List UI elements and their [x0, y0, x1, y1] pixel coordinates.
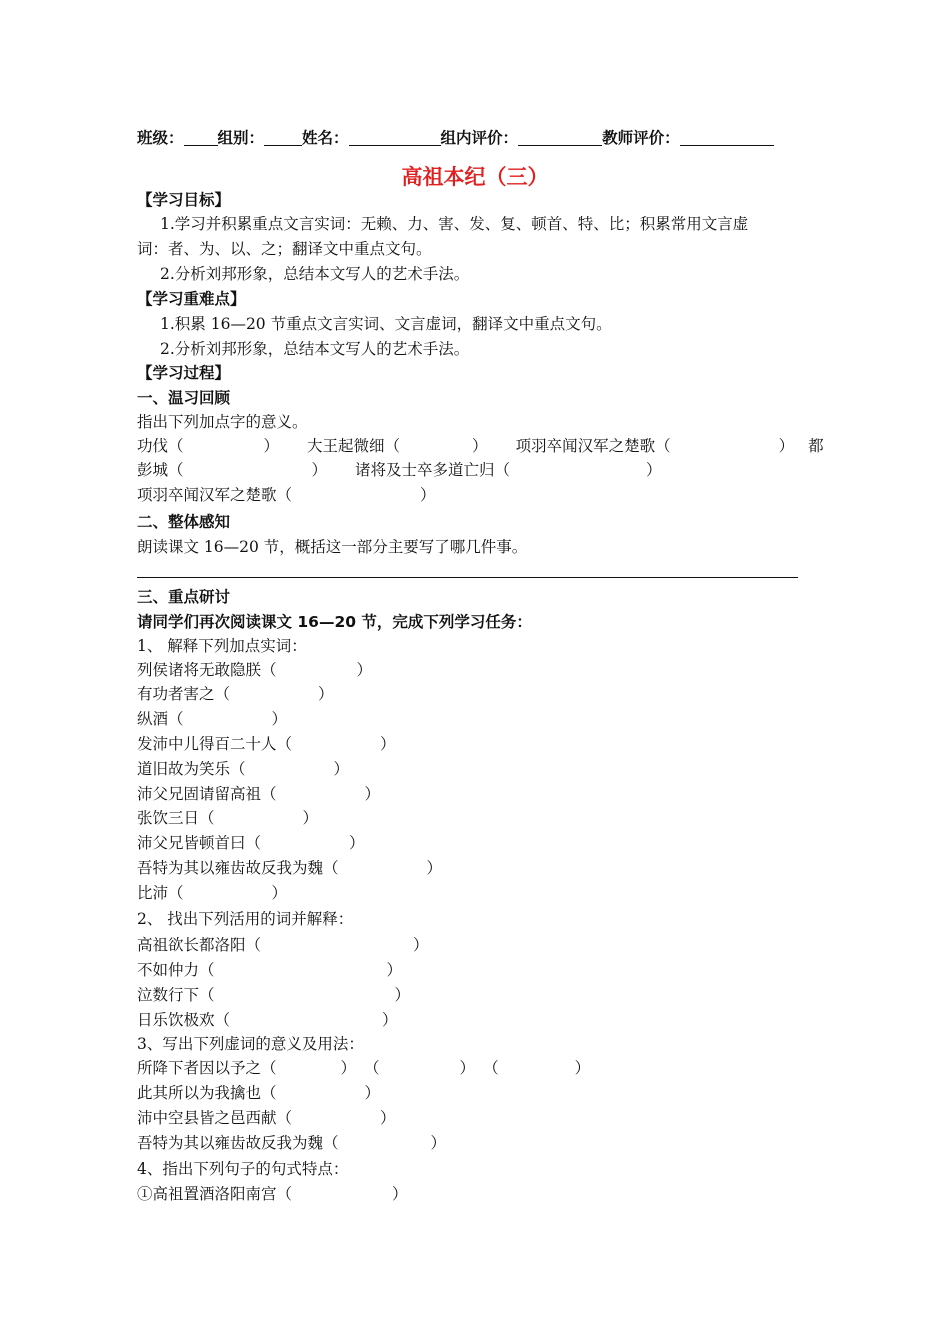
text-segment: ）	[778, 437, 795, 455]
text-segment: 吾特为其以雍齿故反我为魏（	[137, 1134, 339, 1152]
group-eval-label: 组内评价：	[440, 129, 519, 147]
text-segment: ）	[380, 735, 396, 753]
text-segment: 沛中空县皆之邑西献（	[137, 1109, 293, 1127]
text-segment: ）	[364, 785, 381, 803]
q1-item	[137, 808, 318, 830]
objectives-heading: 【学习目标】	[137, 191, 231, 209]
text-segment: ）	[302, 809, 319, 827]
text-segment: （	[483, 1059, 499, 1077]
process-heading: 【学习过程】	[137, 364, 231, 382]
q2-heading: 2、 找出下列活用的词并解释：	[137, 910, 354, 928]
q3-item	[137, 1133, 446, 1155]
review-row-2	[137, 460, 662, 482]
text-segment: ）	[271, 884, 288, 902]
q3-item	[137, 1108, 396, 1130]
q2-item	[137, 960, 402, 982]
text-segment: 纵酒（	[137, 710, 184, 728]
text-segment: ）	[380, 1109, 396, 1127]
text-segment: 张饮三日（	[137, 809, 215, 827]
text-segment: ）	[263, 437, 280, 455]
study-heading: 三、重点研讨	[137, 588, 231, 606]
text-segment: ）	[340, 1059, 357, 1077]
q2-item	[137, 985, 410, 1007]
overall-instruction: 朗读课文 16—20 节，概括这一部分主要写了哪几件事。	[137, 538, 528, 556]
review-heading: 一、温习回顾	[137, 389, 231, 407]
text-segment: 道旧故为笑乐（	[137, 760, 246, 778]
text-segment: ）	[382, 1011, 398, 1029]
q1-item	[137, 684, 334, 706]
text-segment: 都	[808, 437, 824, 455]
text-segment: 不如仲力（	[137, 961, 215, 979]
q1-item	[137, 759, 349, 781]
review-item-qiweixi: 大王起微细（	[307, 437, 401, 455]
name-label: 姓名：	[302, 129, 349, 147]
text-segment: ）	[426, 859, 443, 877]
text-segment: 吾特为其以雍齿故反我为魏（	[137, 859, 339, 877]
q1-item	[137, 709, 287, 731]
class-label: 班级：	[137, 129, 184, 147]
review-item-chuge: 项羽卒闻汉军之楚歌（	[137, 486, 293, 504]
name-blank[interactable]	[349, 129, 441, 146]
text-segment: ）	[333, 760, 350, 778]
text-segment: ①高祖置酒洛阳南宫（	[137, 1185, 293, 1203]
group-label: 组别：	[217, 129, 265, 147]
header-fields	[137, 128, 774, 150]
text-segment: ）	[318, 685, 334, 703]
q1-item	[137, 734, 396, 756]
review-item-zuwen: 项羽卒闻汉军之楚歌（	[515, 437, 671, 455]
text-segment: 此其所以为我擒也（	[137, 1084, 277, 1102]
review-item-gongfa: 功伐（	[137, 437, 184, 455]
page-title: 高祖本纪（三）	[401, 165, 549, 189]
text-segment: ）	[574, 1059, 591, 1077]
key-point-2: 2.分析刘邦形象，总结本文写人的艺术手法。	[160, 340, 470, 358]
objective-1-line1: 1.学习并积累重点文言实词：无赖、力、害、发、复、顿首、特、比；积累常用文言虚	[160, 215, 749, 233]
review-item-pengcheng: 彭城（	[137, 461, 184, 479]
q4-item	[137, 1184, 408, 1206]
text-segment: ）	[386, 961, 403, 979]
text-segment: ）	[413, 936, 429, 954]
text-segment: ）	[430, 1134, 447, 1152]
answer-line[interactable]	[137, 577, 798, 578]
text-segment: ）	[364, 1084, 381, 1102]
text-segment: 泣数行下（	[137, 986, 215, 1004]
overall-heading: 二、整体感知	[137, 513, 231, 531]
q3-item	[137, 1083, 380, 1105]
q1-heading: 1、 解释下列加点实词：	[137, 637, 307, 655]
text-segment: ）	[459, 1059, 476, 1077]
q3-heading: 3、写出下列虚词的意义及用法：	[137, 1035, 364, 1053]
text-segment: 沛父兄固请留高祖（	[137, 785, 277, 803]
text-segment: ）	[349, 834, 365, 852]
review-row-3	[137, 485, 436, 507]
text-segment: 列侯诸将无敢隐朕（	[137, 661, 277, 679]
study-intro: 请同学们再次阅读课文 16—20 节，完成下列学习任务：	[137, 613, 532, 631]
text-segment: ）	[646, 461, 662, 479]
teacher-eval-label: 教师评价：	[602, 129, 680, 147]
review-instruction: 指出下列加点字的意义。	[137, 413, 308, 431]
text-segment: ）	[271, 710, 288, 728]
q1-item	[137, 833, 365, 855]
group-eval-blank[interactable]	[518, 129, 602, 146]
key-points-heading: 【学习重难点】	[137, 290, 246, 308]
objective-2: 2.分析刘邦形象，总结本文写人的艺术手法。	[160, 265, 470, 283]
q2-item	[137, 935, 429, 957]
text-segment: ）	[394, 986, 411, 1004]
text-segment: 发沛中儿得百二十人（	[137, 735, 293, 753]
key-point-1: 1.积累 16—20 节重点文言实词、文言虚词，翻译文中重点文句。	[160, 315, 612, 333]
text-segment: 高祖欲长都洛阳（	[137, 936, 262, 954]
text-segment: ）	[472, 437, 488, 455]
q2-item	[137, 1010, 398, 1032]
review-row-1	[137, 436, 824, 458]
text-segment: （	[364, 1059, 380, 1077]
text-segment: ）	[311, 461, 328, 479]
text-segment: 比沛（	[137, 884, 184, 902]
text-segment: ）	[356, 661, 373, 679]
text-segment: 沛父兄皆顿首曰（	[137, 834, 262, 852]
group-blank[interactable]	[264, 129, 302, 146]
objective-1-line2: 词：者、为、以、之；翻译文中重点文句。	[137, 240, 432, 258]
text-segment: 日乐饮极欢（	[137, 1011, 231, 1029]
text-segment: 所降下者因以予之（	[137, 1059, 277, 1077]
q4-heading: 4、指出下列句子的句式特点：	[137, 1160, 349, 1178]
q1-item	[137, 883, 287, 905]
class-blank[interactable]	[184, 129, 218, 146]
text-segment: ）	[420, 486, 436, 504]
teacher-eval-blank[interactable]	[680, 129, 774, 146]
text-segment: ）	[392, 1185, 408, 1203]
text-segment: 有功者害之（	[137, 685, 231, 703]
review-item-daowanggui: 诸将及士卒多道亡归（	[355, 461, 511, 479]
q1-item	[137, 660, 372, 682]
q3-item	[137, 1058, 590, 1080]
q1-item	[137, 858, 442, 880]
q1-item	[137, 784, 380, 806]
